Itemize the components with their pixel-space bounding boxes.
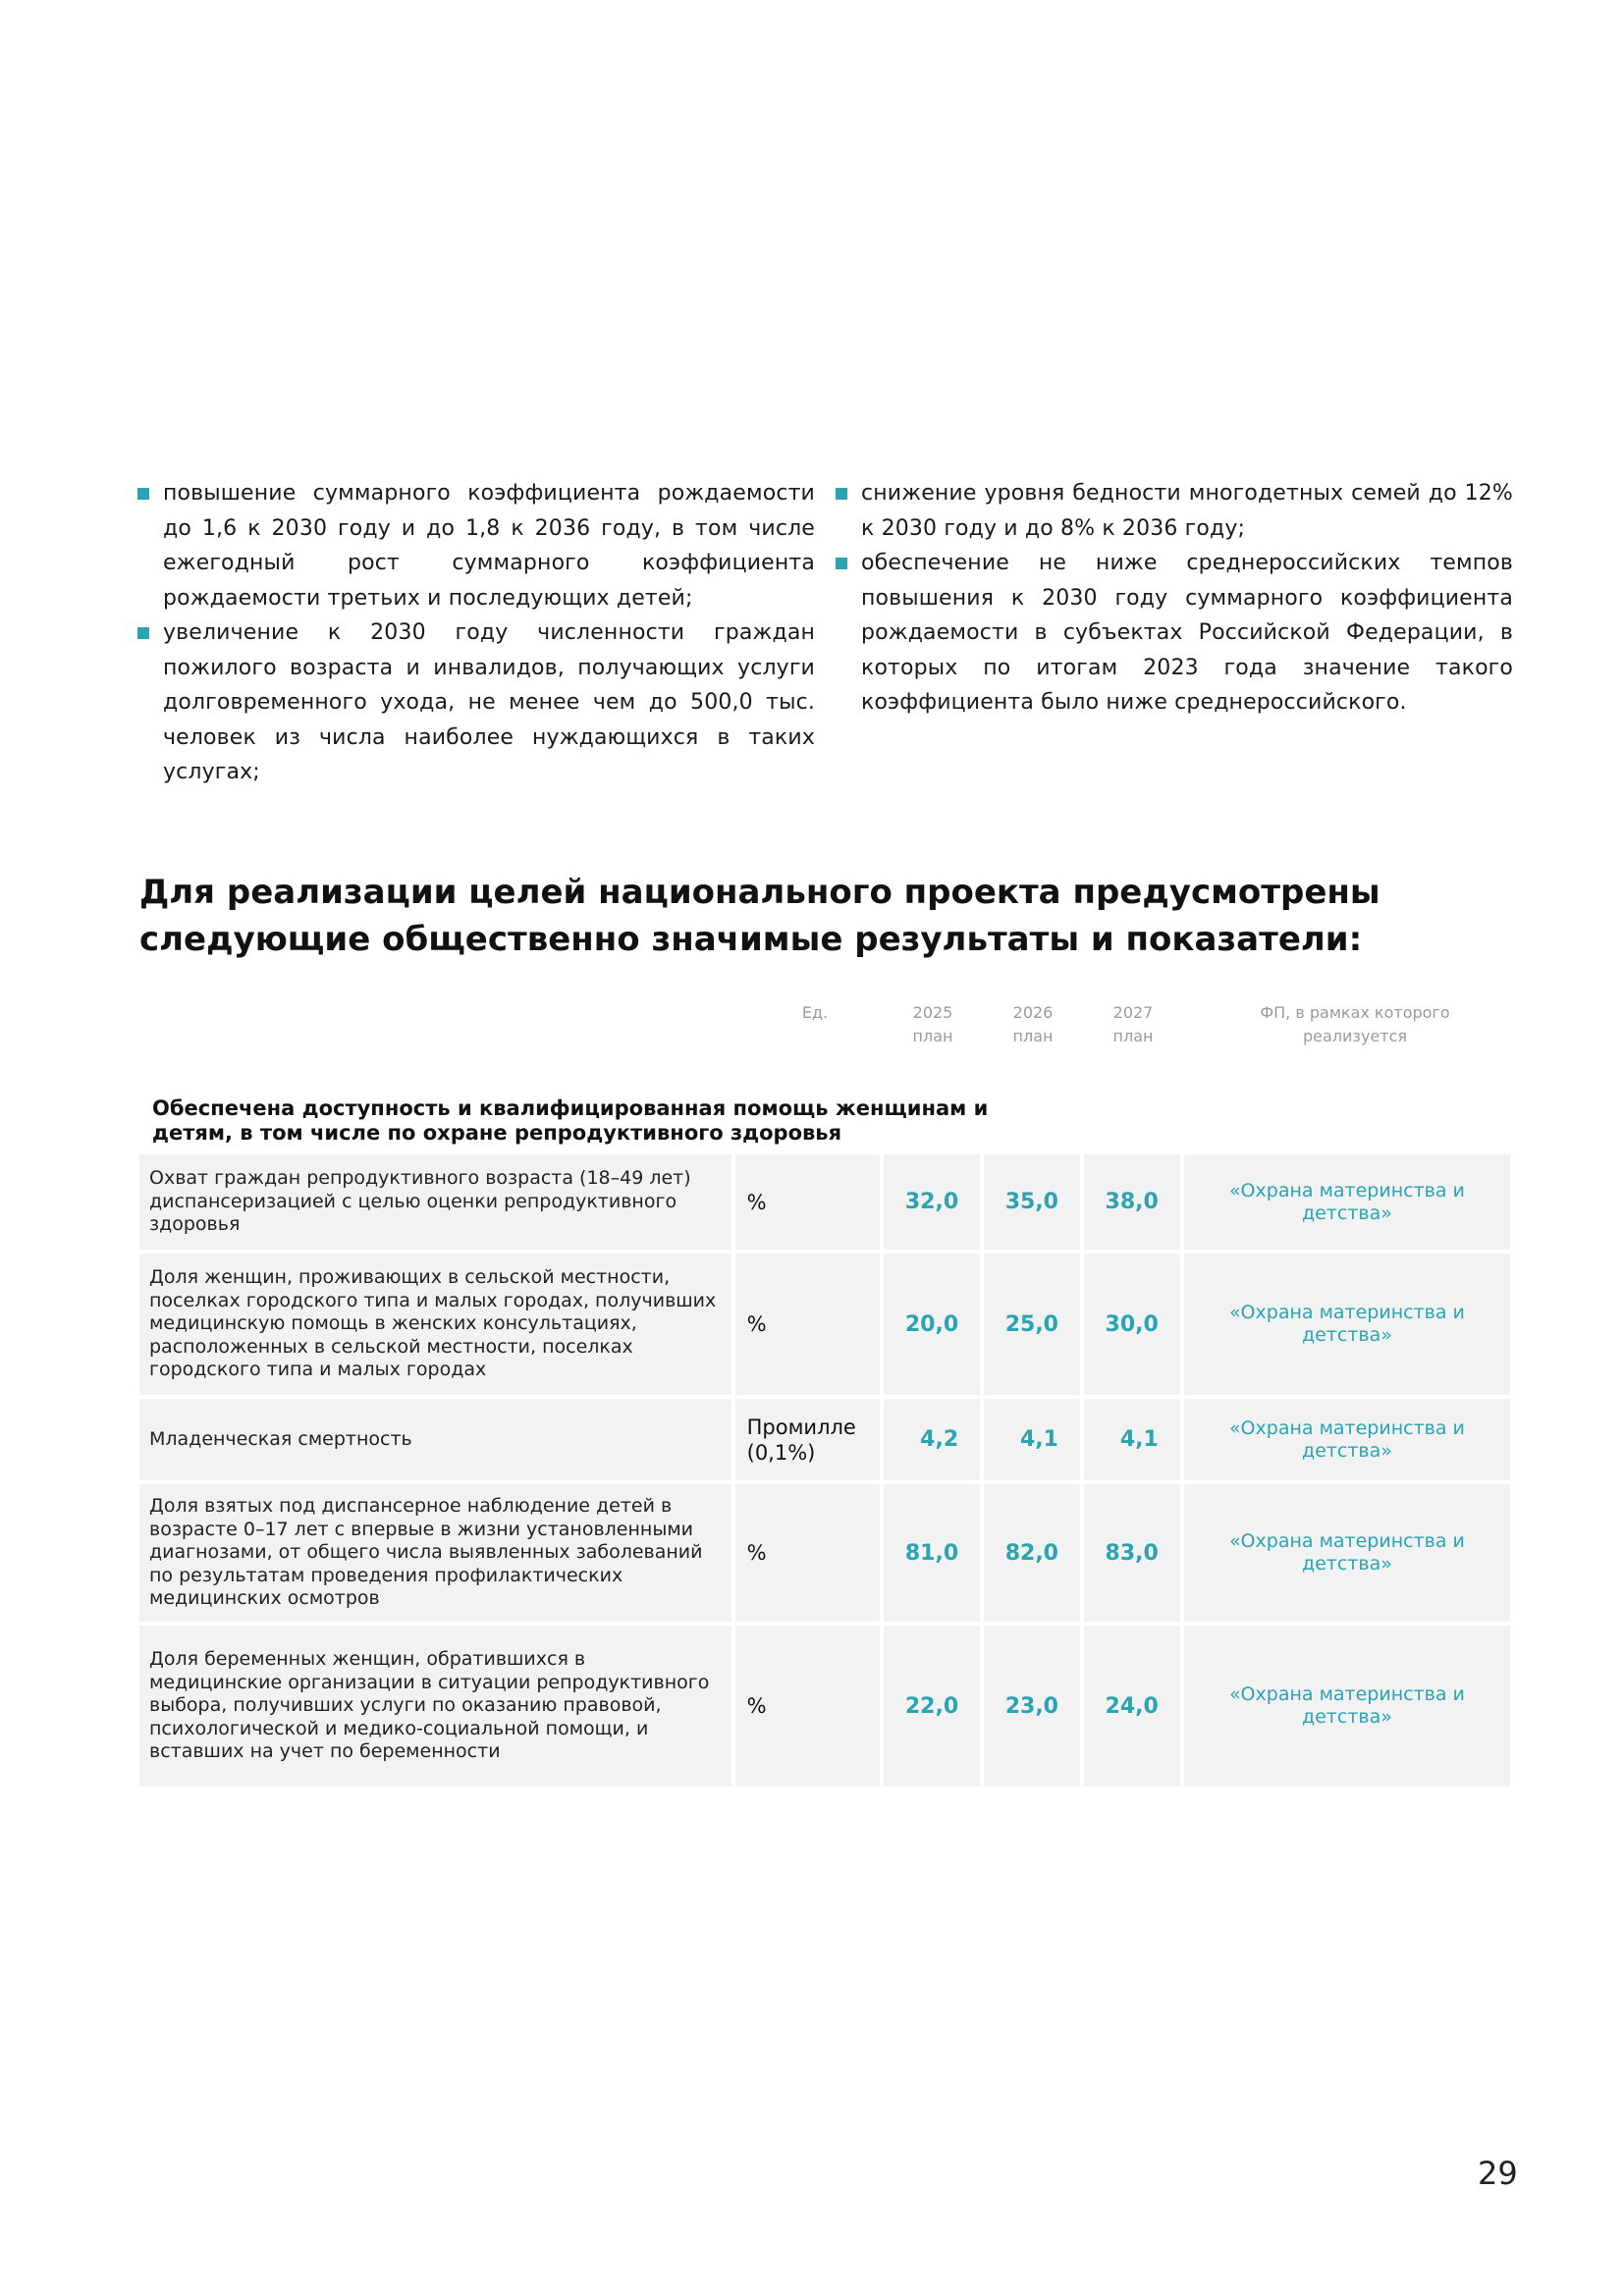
federal-project: «Охрана материнства и детства» [1184, 1154, 1510, 1250]
value-2026: 25,0 [984, 1254, 1080, 1395]
table-group-title: Обеспечена доступность и квалифицированная помощь женщинам и детям, в том числе по охране репродуктивного здоровья [152, 1096, 989, 1145]
indicator-name: Младенческая смертность [139, 1399, 731, 1480]
indicator-unit: % [735, 1154, 881, 1250]
value-2027: 4,1 [1084, 1399, 1180, 1480]
indicator-name: Доля взятых под диспансерное наблюдение детей в возрасте 0–17 лет с впервые в жизни установленными диагнозами, от общего числа выявленных заболеваний по результатам проведения профилактических медицинских осмотров [139, 1484, 731, 1622]
bullet-text: увеличение к 2030 году численности граждан пожилого возраста и инвалидов, получающих услуги долговременного ухода, не менее чем до 500,0 тыс. человек из числа наиболее нуждающихся в таких услугах; [163, 620, 815, 784]
indicator-unit: % [735, 1484, 881, 1622]
bullet-item [836, 476, 1513, 546]
bullet-item [836, 546, 1513, 721]
value-2025: 22,0 [884, 1626, 980, 1787]
column-header-year: 2027 [1112, 1003, 1154, 1022]
page-number: 29 [1478, 2155, 1518, 2192]
column-header-fp [1198, 1001, 1512, 1048]
value-2027: 30,0 [1084, 1254, 1180, 1395]
table-row [139, 1626, 1510, 1787]
column-header-plan: план [1112, 1027, 1154, 1045]
bullet-square-icon [137, 488, 149, 500]
value-2027: 83,0 [1084, 1484, 1180, 1622]
bullet-square-icon [836, 488, 847, 500]
section-heading: Для реализации целей национального проекта предусмотрены следующие общественно значимые результаты и показатели: [139, 873, 1380, 959]
column-header-fp-line2: реализуется [1303, 1027, 1407, 1045]
bullet-list-left [137, 476, 815, 790]
value-2025: 32,0 [884, 1154, 980, 1250]
indicators-table [139, 1154, 1510, 1790]
federal-project: «Охрана материнства и детства» [1184, 1484, 1510, 1622]
value-2025: 4,2 [884, 1399, 980, 1480]
bullet-square-icon [836, 558, 847, 569]
indicator-unit: % [735, 1626, 881, 1787]
column-header-fp-line1: ФП, в рамках которого [1260, 1003, 1450, 1022]
value-2026: 4,1 [984, 1399, 1080, 1480]
value-2027: 24,0 [1084, 1626, 1180, 1787]
indicator-unit: % [735, 1254, 881, 1395]
bullet-text: повышение суммарного коэффициента рождаемости до 1,6 к 2030 году и до 1,8 к 2036 году, в том числе ежегодный рост суммарного коэффициента рождаемости третьих и последующих детей; [163, 481, 815, 611]
federal-project: «Охрана материнства и детства» [1184, 1254, 1510, 1395]
column-header-year: 2026 [1012, 1003, 1054, 1022]
table-row [139, 1154, 1510, 1250]
column-header-2026 [984, 1001, 1082, 1048]
value-2027: 38,0 [1084, 1154, 1180, 1250]
bullet-item [137, 615, 815, 790]
indicator-unit: Промилле (0,1%) [735, 1399, 881, 1480]
column-header-plan: план [912, 1027, 953, 1045]
table-row [139, 1399, 1510, 1480]
indicator-name: Доля женщин, проживающих в сельской местности, поселках городского типа и малых городах, получивших медицинскую помощь в женских консультациях, расположенных в сельской местности, поселках городского типа и малых городах [139, 1254, 731, 1395]
indicator-name: Доля беременных женщин, обратившихся в медицинские организации в ситуации репродуктивного выбора, получивших услуги по оказанию правовой, психологической и медико-социальной помощи, и вставших на учет по беременности [139, 1626, 731, 1787]
federal-project: «Охрана материнства и детства» [1184, 1626, 1510, 1787]
column-header-2027 [1084, 1001, 1182, 1048]
value-2026: 23,0 [984, 1626, 1080, 1787]
value-2026: 35,0 [984, 1154, 1080, 1250]
column-header-unit-label: Ед. [801, 1003, 829, 1022]
value-2026: 82,0 [984, 1484, 1080, 1622]
indicator-name: Охват граждан репродуктивного возраста (18–49 лет) диспансеризацией с целью оценки репродуктивного здоровья [139, 1154, 731, 1250]
federal-project: «Охрана материнства и детства» [1184, 1399, 1510, 1480]
bullet-text: снижение уровня бедности многодетных семей до 12% к 2030 году и до 8% к 2036 году; [861, 481, 1513, 541]
bullet-text: обеспечение не ниже среднероссийских темпов повышения к 2030 году суммарного коэффициента рождаемости в субъектах Российской Федерации, в которых по итогам 2023 года значение такого коэффициента было ниже среднероссийского. [861, 551, 1513, 715]
bullet-item [137, 476, 815, 615]
value-2025: 81,0 [884, 1484, 980, 1622]
value-2025: 20,0 [884, 1254, 980, 1395]
column-header-unit [776, 1001, 854, 1025]
table-row [139, 1254, 1510, 1395]
column-header-plan: план [1012, 1027, 1054, 1045]
bullet-list-right [836, 476, 1513, 721]
column-header-2025 [884, 1001, 982, 1048]
table-row [139, 1484, 1510, 1622]
bullet-square-icon [137, 627, 149, 639]
column-header-year: 2025 [912, 1003, 953, 1022]
